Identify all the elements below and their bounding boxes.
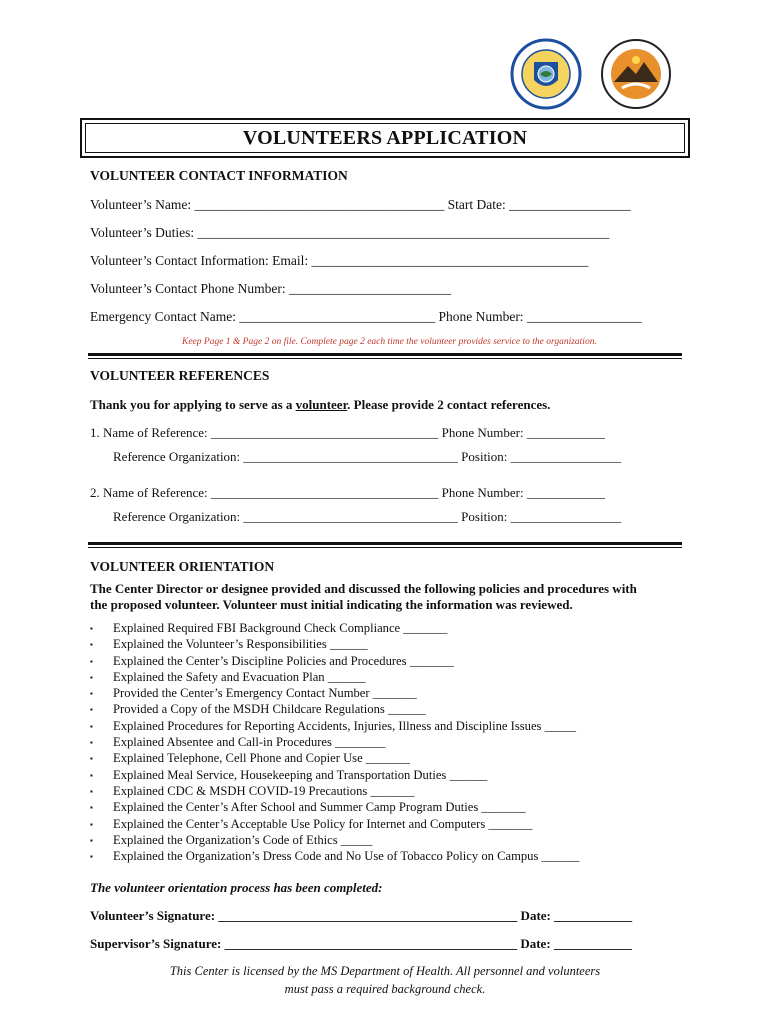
footer-line1: This Center is licensed by the MS Department of Health. All personnel and volunteers <box>169 964 601 978</box>
list-item[interactable]: ▪ Explained the Organization’s Dress Code and No Use of Tobacco Policy on Campus ______ <box>90 848 579 864</box>
divider <box>88 353 682 356</box>
list-item[interactable]: ▪ Explained the Center’s Discipline Policies and Procedures _______ <box>90 653 579 669</box>
page-title: VOLUNTEERS APPLICATION <box>242 126 528 149</box>
orientation-completed: The volunteer orientation process has been completed: <box>90 880 383 895</box>
list-item[interactable]: ▪ Explained Absentee and Call-in Procedures ________ <box>90 734 579 750</box>
bullet-icon: ▪ <box>90 705 93 715</box>
footer-line2: must pass a required background check. <box>284 982 486 996</box>
bullet-icon: ▪ <box>90 770 93 780</box>
contact-header: VOLUNTEER CONTACT INFORMATION <box>90 168 348 183</box>
bullet-icon: ▪ <box>90 689 93 699</box>
orientation-header: VOLUNTEER ORIENTATION <box>90 559 275 574</box>
list-item[interactable]: ▪ Explained Required FBI Background Check Compliance _______ <box>90 620 579 636</box>
volunteer-email-field[interactable]: Volunteer’s Contact Information: Email: _________________________________________ <box>90 253 589 268</box>
tech-generation-logo <box>510 38 582 110</box>
list-item[interactable]: ▪ Explained Telephone, Cell Phone and Copier Use _______ <box>90 750 579 766</box>
list-item[interactable]: ▪ Explained CDC & MSDH COVID-19 Precautions _______ <box>90 783 579 799</box>
bullet-icon: ▪ <box>90 672 93 682</box>
bullet-icon: ▪ <box>90 754 93 764</box>
bullet-icon: ▪ <box>90 803 93 813</box>
list-item[interactable]: ▪ Explained the Safety and Evacuation Plan ______ <box>90 669 579 685</box>
list-item[interactable]: ▪ Explained the Organization’s Code of Ethics _____ <box>90 832 579 848</box>
emergency-contact-field[interactable]: Emergency Contact Name: _____________________________ Phone Number: _________________ <box>90 309 642 324</box>
list-item[interactable]: ▪ Explained Meal Service, Housekeeping and Transportation Duties ______ <box>90 767 579 783</box>
supervisor-signature-field[interactable]: Supervisor’s Signature: _____________________________________________ Date: ____________ <box>90 936 632 951</box>
volunteer-phone-field[interactable]: Volunteer’s Contact Phone Number: ________________________ <box>90 281 451 296</box>
list-item[interactable]: ▪ Provided a Copy of the MSDH Childcare Regulations ______ <box>90 701 579 717</box>
orientation-intro-line1: The Center Director or designee provided and discussed the following policies and procedures with <box>90 581 637 596</box>
doing-good-works-logo <box>600 38 672 110</box>
volunteer-signature-field[interactable]: Volunteer’s Signature: ______________________________________________ Date: ____________ <box>90 908 633 923</box>
references-header: VOLUNTEER REFERENCES <box>90 368 270 383</box>
bullet-icon: ▪ <box>90 786 93 796</box>
logos <box>510 38 680 110</box>
orientation-checklist <box>90 620 579 864</box>
bullet-icon: ▪ <box>90 819 93 829</box>
list-item[interactable]: ▪ Provided the Center’s Emergency Contact Number _______ <box>90 685 579 701</box>
reference-2-name-field[interactable]: 2. Name of Reference: ___________________________________ Phone Number: ____________ <box>90 485 605 500</box>
list-item[interactable]: ▪ Explained the Center’s Acceptable Use Policy for Internet and Computers _______ <box>90 816 579 832</box>
bullet-icon: ▪ <box>90 623 93 633</box>
list-item[interactable]: ▪ Explained the Volunteer’s Responsibilities ______ <box>90 636 579 652</box>
file-note: Keep Page 1 & Page 2 on file. Complete page 2 each time the volunteer provides service to the organization. <box>182 337 597 347</box>
reference-2-org-field[interactable]: Reference Organization: _________________________________ Position: _________________ <box>113 509 622 524</box>
volunteer-name-field[interactable]: Volunteer’s Name: _____________________________________ Start Date: __________________ <box>90 197 631 212</box>
divider <box>88 547 682 548</box>
bullet-icon: ▪ <box>90 738 93 748</box>
list-item[interactable]: ▪ Explained the Center’s After School and Summer Camp Program Duties _______ <box>90 799 579 815</box>
title-box <box>80 118 690 158</box>
divider <box>88 542 682 545</box>
bullet-icon: ▪ <box>90 721 93 731</box>
bullet-icon: ▪ <box>90 640 93 650</box>
divider <box>88 358 682 359</box>
reference-1-name-field[interactable]: 1. Name of Reference: ___________________________________ Phone Number: ____________ <box>90 425 605 440</box>
reference-1-org-field[interactable]: Reference Organization: _________________________________ Position: _________________ <box>113 449 622 464</box>
bullet-icon: ▪ <box>90 852 93 862</box>
list-item[interactable]: ▪ Explained Procedures for Reporting Accidents, Injuries, Illness and Discipline Issues _____ <box>90 718 579 734</box>
bullet-icon: ▪ <box>90 656 93 666</box>
orientation-intro-line2: the proposed volunteer. Volunteer must initial indicating the information was reviewed. <box>90 597 573 612</box>
references-intro: Thank you for applying to serve as a volunteer. Please provide 2 contact references. <box>90 397 551 412</box>
bullet-icon: ▪ <box>90 835 93 845</box>
volunteer-duties-field[interactable]: Volunteer’s Duties: _____________________________________________________________ <box>90 225 610 240</box>
